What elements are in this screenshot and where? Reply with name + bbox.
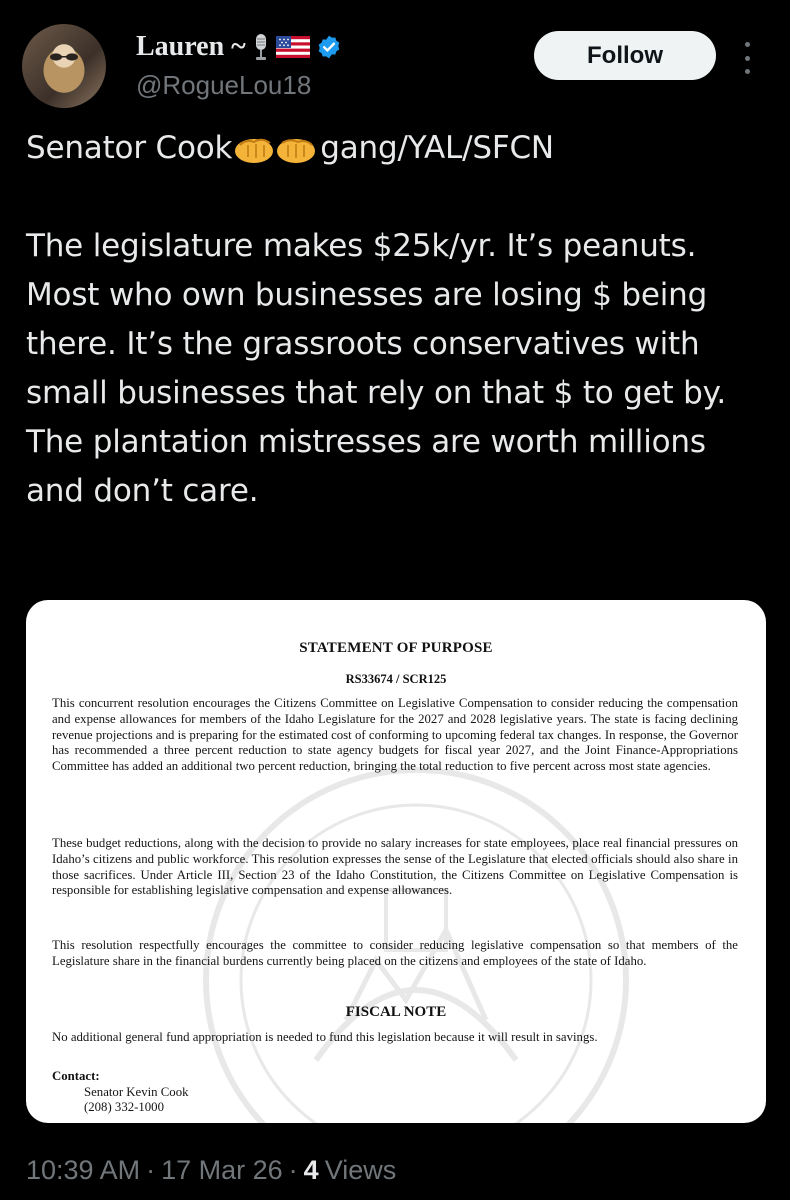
tweet-meta (26, 1152, 396, 1188)
document-paragraph-3: This resolution respectfully encourages the committee to consider reducing legislative compensation so that members of the Legislature share in the financial burdens currently being placed on the citizens and employees of the state of Idaho. (52, 938, 738, 968)
tweet-date[interactable]: 17 Mar 26 (161, 1154, 283, 1185)
fist-bump-emoji-icon (232, 133, 320, 167)
more-dot (745, 42, 750, 47)
more-options-icon[interactable] (742, 42, 752, 74)
views-label[interactable]: Views (324, 1154, 397, 1185)
document-reference: RS33674 / SCR125 (345, 672, 447, 686)
contact-label: Contact: (52, 1069, 100, 1083)
us-flag-icon (276, 36, 310, 58)
fiscal-note-heading: FISCAL NOTE (345, 1004, 447, 1020)
tweet-time[interactable]: 10:39 AM (26, 1154, 141, 1185)
author-handle[interactable]: @RogueLou18 (136, 70, 312, 100)
author-name-row[interactable] (136, 30, 342, 64)
author-display-name[interactable]: Lauren ~ (136, 31, 246, 62)
follow-button[interactable]: Follow (534, 31, 716, 80)
document-paragraph-2: These budget reductions, along with the decision to provide no salary increases for state employees, place real financial pressures on Idaho’s citizens and public workforce. This resolution expresses the sense of the Legislature that elected officials should also share in those sacrifices. Under Article III, Section 23 of the Idaho Constitution, the Citizens Committee on Legislative Compensation is responsible for establishing legislative compensation and expense allowances. (52, 836, 738, 898)
avatar-glasses-graphic (50, 53, 78, 61)
contact-phone: (208) 332-1000 (84, 1100, 164, 1114)
document-heading: STATEMENT OF PURPOSE (299, 640, 493, 656)
contact-name: Senator Kevin Cook (84, 1085, 189, 1099)
author-avatar[interactable] (22, 24, 106, 108)
document-paragraph-1: This concurrent resolution encourages the Citizens Committee on Legislative Compensation to consider reducing the compensation and expense allowances for members of the Idaho Legislature for the 2027 and 2028 legislative years. The state is facing declining revenue projections and is preparing for the estimated cost of conforming to upcoming federal tax changes. In response, the Governor has recommended a three percent reduction to state agency budgets for fiscal year 2027, and the Joint Finance-Appropriations Committee has added an additional two percent reduction, bringing the total reduction to five percent across most state agencies. (52, 696, 738, 774)
more-dot (745, 69, 750, 74)
tweet-line-1-start: Senator Cook (26, 130, 233, 166)
meta-separator: · (288, 1154, 298, 1185)
tweet-text (26, 124, 766, 516)
verified-badge-icon[interactable] (316, 34, 342, 60)
tweet-body: The legislature makes $25k/yr. It’s peanuts. Most who own businesses are losing $ being there. It’s the grassroots conservatives with small businesses that rely on that $ to get by. The plantation mistresses are worth millions and don’t care. (26, 228, 736, 509)
fiscal-note-text: No additional general fund appropriation is needed to fund this legislation because it will result in savings. (52, 1030, 598, 1044)
views-count[interactable]: 4 (303, 1154, 319, 1185)
meta-separator: · (146, 1154, 156, 1185)
attached-document-image[interactable] (26, 600, 766, 1123)
microphone-icon (252, 32, 270, 62)
tweet-line-1-end: gang/YAL/SFCN (320, 130, 554, 166)
more-dot (745, 56, 750, 61)
